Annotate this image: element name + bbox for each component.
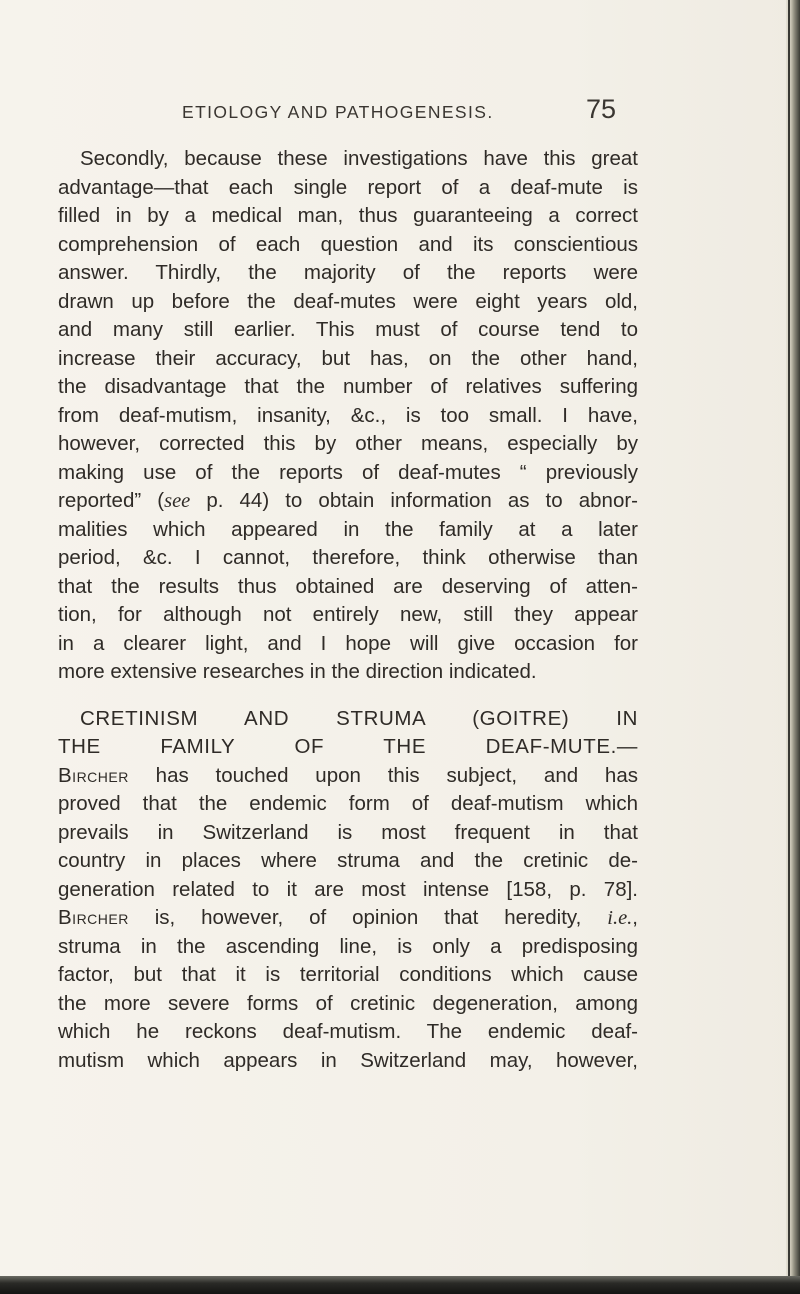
body-text — [58, 145, 638, 1075]
text-line — [58, 904, 638, 933]
page-edge-line — [788, 0, 790, 1294]
page-header — [182, 90, 617, 130]
author-name: Bircher — [58, 906, 129, 929]
paragraph-gap — [58, 687, 638, 705]
running-head: ETIOLOGY AND PATHOGENESIS. — [182, 102, 494, 122]
text-line: increase their accuracy, but has, on the other hand, — [58, 346, 638, 370]
text-fragment: p. 44) to obtain information as to abnor- — [190, 489, 638, 512]
text-line: prevails in Switzerland is most frequent in that — [58, 820, 638, 844]
text-line: tion, for although not entirely new, still they appear — [58, 603, 638, 626]
text-line: more extensive researches in the direction indicated. — [58, 660, 537, 683]
paragraph-cretinism — [58, 705, 638, 1076]
text-line — [58, 487, 638, 516]
text-line: which he reckons deaf-mutism. The endemic deaf- — [58, 1020, 638, 1043]
text-line: in a clearer light, and I hope will give occasion for — [58, 631, 638, 655]
italic-ie: i.e. — [607, 907, 633, 929]
text-line: Secondly, because these investigations have this great — [80, 147, 638, 170]
paragraph-investigations — [58, 145, 638, 687]
text-line: proved that the endemic form of deaf-mutism which — [58, 792, 638, 815]
author-name: Bircher — [58, 763, 129, 787]
text-fragment: has touched upon this subject, and has — [128, 763, 638, 787]
text-line: country in places where struma and the cretinic de- — [58, 849, 638, 872]
section-heading-line: CRETINISM AND STRUMA (GOITRE) IN — [80, 706, 638, 730]
page-number: 75 — [586, 94, 617, 124]
text-line: advantage—that each single report of a deaf-mute is — [58, 175, 638, 199]
text-line: malities which appeared in the family at a later — [58, 517, 638, 541]
text-line: period, &c. I cannot, therefore, think otherwise than — [58, 546, 638, 569]
text-line: generation related to it are most intense [158, p. 78]. — [58, 877, 638, 901]
text-line — [58, 762, 638, 791]
text-line: however, corrected this by other means, especially by — [58, 432, 638, 455]
italic-see: see — [164, 490, 191, 512]
text-line: the disadvantage that the number of relatives suffering — [58, 375, 638, 398]
text-line: from deaf-mutism, insanity, &c., is too small. I have, — [58, 403, 638, 427]
text-line: making use of the reports of deaf-mutes “ previously — [58, 460, 638, 484]
text-fragment: , — [632, 906, 638, 929]
text-line: filled in by a medical man, thus guaranteeing a correct — [58, 204, 638, 227]
text-line: struma in the ascending line, is only a predisposing — [58, 934, 638, 958]
text-line: factor, but that it is territorial conditions which cause — [58, 963, 638, 986]
text-line: and many still earlier. This must of course tend to — [58, 318, 638, 341]
text-line: answer. Thirdly, the majority of the reports were — [58, 261, 638, 284]
text-line: that the results thus obtained are deserving of atten- — [58, 574, 638, 598]
section-heading-line: THE FAMILY OF THE DEAF-MUTE.— — [58, 735, 638, 758]
text-line: comprehension of each question and its conscientious — [58, 232, 638, 256]
text-line: mutism which appears in Switzerland may, however, — [58, 1048, 638, 1072]
text-line: the more severe forms of cretinic degeneration, among — [58, 991, 638, 1015]
text-fragment: reported” ( — [58, 489, 165, 512]
text-fragment: is, however, of opinion that heredity, — [128, 906, 608, 929]
bottom-edge-shadow — [0, 1276, 800, 1294]
text-line: drawn up before the deaf-mutes were eight years old, — [58, 289, 638, 313]
